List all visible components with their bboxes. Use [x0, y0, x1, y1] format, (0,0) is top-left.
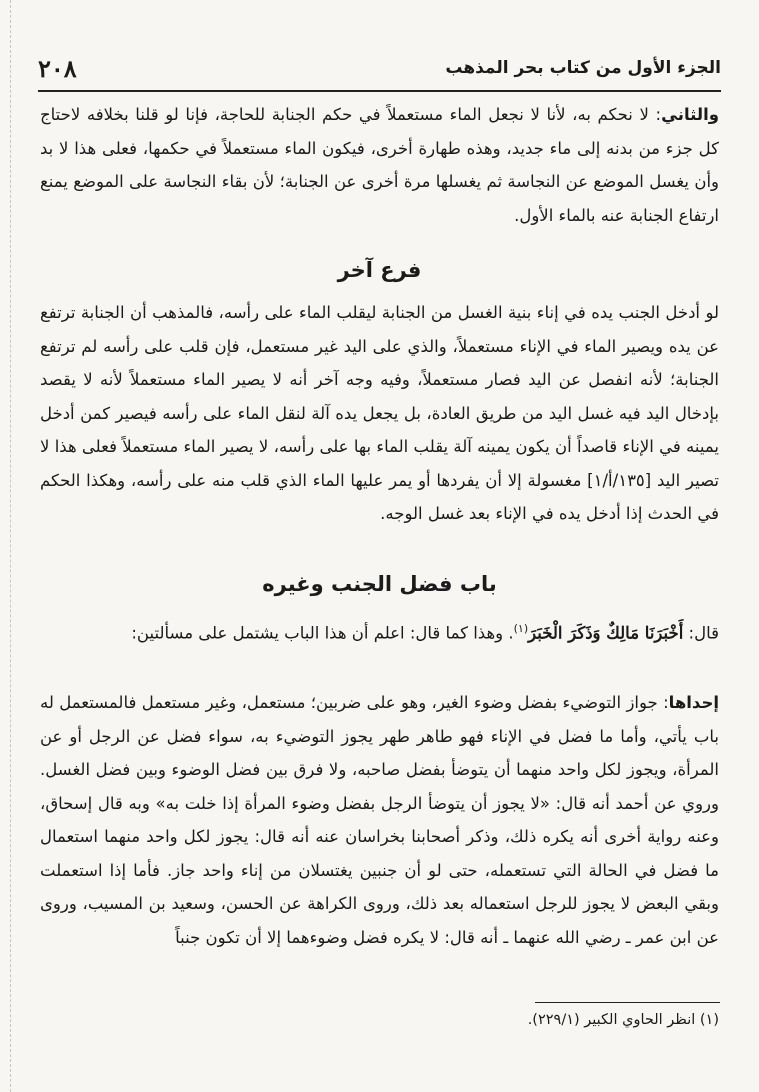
footnote-marker: (١): [513, 622, 529, 635]
paragraph-first-issue: [40, 686, 719, 954]
page-header: [38, 52, 721, 90]
paragraph-text: . وهذا كما قال: اعلم أن هذا الباب يشتمل على مسألتين:: [131, 623, 514, 643]
paragraph-text: : جواز التوضيء بفضل وضوء الغير، وهو على ضربين؛ مستعمل، وغير مستعمل فالمستعمل له باب يأتي، وأما ما فضل في الإناء فهو طاهر طهر يجوز التوضيء به، سواء فضل عن الرجل أو عن المرأة، ويجوز لكل واحد منهما أن يتوضأ بفضل صاحبه، ولا فرق بين فضل الوضوء وبين فضل الغسل. وروي عن أحمد أنه قال: «لا يجوز أن يتوضأ الرجل بفضل وضوء المرأة إذا خلت به» وبه قال إسحاق، وعنه رواية أخرى أنه يكره ذلك، وذكر أصحابنا بخراسان عنه أنه قال: يجوز لكل واحد منهما استعمال ما فضل في الحالة التي تستعمله، حتى لو أن جنبين يغتسلان من إناء واحد جاز. فأما إذا استعملت وبقي البعض لا يجوز للرجل استعماله بعد ذلك، وروى الكراهة عن الحسن، وسعيد بن المسيب، وروى عن ابن عمر ـ رضي الله عنهما ـ أنه قال: لا يكره فضل وضوءهما إلا أن تكون جنباً: [40, 693, 719, 947]
paragraph-lead-word: والثاني: [661, 105, 719, 124]
chapter-title-leftover-water: باب فضل الجنب وغيره: [262, 572, 497, 596]
footnote-rule: [535, 1002, 720, 1003]
paragraph-quoted-report: [40, 612, 719, 650]
paragraph-second-opinion: [40, 98, 719, 232]
footnote: (١) انظر الحاوي الكبير (٢٢٩/١).: [527, 1012, 719, 1028]
paragraph-junub-hand: [40, 296, 719, 531]
running-title: الجزء الأول من كتاب بحر المذهب: [445, 58, 721, 78]
paragraph-text: لو أدخل الجنب يده في إناء بنية الغسل من الجنابة ليقلب الماء على رأسه، فالمذهب أن الجنابة ترتفع عن يده ويصير الماء في الإناء مستعملاً، والذي على اليد غير مستعمل، فإن قلب على رأسه لم ترتفع الجنابة؛ لأنه انفصل عن اليد فصار مستعملاً، وفيه وجه آخر أنه لا يصير الماء مستعملاً لأنه لا يقصد بإدخال اليد فيه غسل اليد من طريق العادة، بل يجعل يده آلة لنقل الماء على رأسه فيصير كمن أدخل يمينه في الإناء قاصداً أن يكون يمينه آلة يقلب الماء بها على رأسه، لا يصير الماء مستعملاً فعلى هذا لا تصير اليد [١٣٥/أ/١] مغسولة إلا أن يفردها أو يمر عليها الماء الذي قلب منه على رأسه، وهكذا الحكم في الحدث إذا أدخل يده في الإناء بعد غسل الوجه.: [40, 303, 719, 523]
quoted-report: أَخْبَرَنَا مَالِكٌ وَذَكَرَ الْخَبَرَ: [528, 623, 684, 643]
section-title-another-branch: فرع آخر: [337, 258, 422, 282]
paragraph-prefix: قال:: [683, 623, 719, 643]
header-rule: [38, 90, 721, 92]
scan-margin-line: [10, 0, 11, 1092]
paragraph-text: : لا نحكم به، لأنا لا نجعل الماء مستعملاً في حكم الجنابة للحاجة، فإنا لو قلنا بخلافه لاحتاج كل جزء من بدنه إلى ماء جديد، وهذه طهارة أخرى، فيكون الماء مستعملاً في حكمها، فعلى هذا لا بد وأن يغسل الموضع عن النجاسة ثم يغسلها مرة أخرى عن الجنابة؛ لأن بقاء النجاسة على الموضع يمنع ارتفاع الجنابة عنه بالماء الأول.: [40, 105, 719, 225]
page-number: ٢٠٨: [38, 54, 77, 83]
paragraph-lead-word: إحداها: [668, 693, 719, 712]
